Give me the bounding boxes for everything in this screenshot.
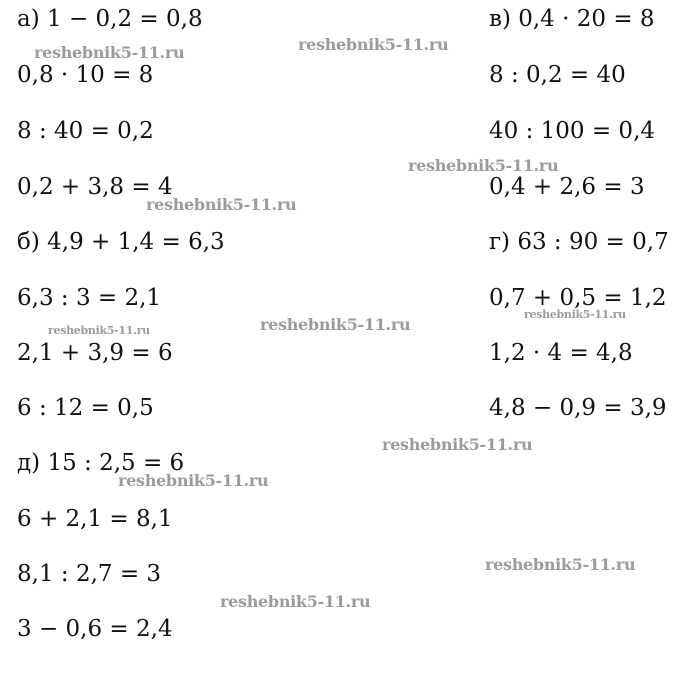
solution-line-v-3: 40 : 100 = 0,4: [489, 118, 656, 144]
solution-line-d-4: 3 − 0,6 = 2,4: [17, 616, 173, 642]
watermark: reshebnik5-11.ru: [34, 43, 185, 62]
solution-line-a-1: а) 1 − 0,2 = 0,8: [17, 6, 203, 32]
solution-line-g-2: 0,7 + 0,5 = 1,2: [489, 285, 667, 311]
solution-line-g-4: 4,8 − 0,9 = 3,9: [489, 395, 667, 421]
solution-line-b-4: 6 : 12 = 0,5: [17, 395, 154, 421]
solution-line-g-1: г) 63 : 90 = 0,7: [489, 229, 669, 255]
watermark: reshebnik5-11.ru: [382, 435, 533, 454]
solution-line-d-1: д) 15 : 2,5 = 6: [17, 450, 185, 476]
solution-line-v-2: 8 : 0,2 = 40: [489, 62, 626, 88]
solution-line-b-1: б) 4,9 + 1,4 = 6,3: [17, 229, 225, 255]
watermark: reshebnik5-11.ru: [260, 315, 411, 334]
solution-line-a-2: 0,8 · 10 = 8: [17, 62, 154, 88]
solution-line-d-3: 8,1 : 2,7 = 3: [17, 561, 162, 587]
solution-line-g-3: 1,2 · 4 = 4,8: [489, 340, 633, 366]
watermark: reshebnik5-11.ru: [408, 156, 559, 175]
solution-line-a-4: 0,2 + 3,8 = 4: [17, 174, 173, 200]
watermark: reshebnik5-11.ru: [220, 592, 371, 611]
watermark: reshebnik5-11.ru: [118, 471, 269, 490]
solution-line-v-4: 0,4 + 2,6 = 3: [489, 174, 645, 200]
watermark: reshebnik5-11.ru: [48, 324, 150, 337]
solution-line-a-3: 8 : 40 = 0,2: [17, 118, 154, 144]
watermark: reshebnik5-11.ru: [485, 555, 636, 574]
watermark: reshebnik5-11.ru: [146, 195, 297, 214]
solution-line-d-2: 6 + 2,1 = 8,1: [17, 506, 173, 532]
solution-line-b-2: 6,3 : 3 = 2,1: [17, 285, 162, 311]
solution-line-v-1: в) 0,4 · 20 = 8: [489, 6, 655, 32]
solution-line-b-3: 2,1 + 3,9 = 6: [17, 340, 173, 366]
watermark: reshebnik5-11.ru: [298, 35, 449, 54]
watermark: reshebnik5-11.ru: [524, 308, 626, 321]
